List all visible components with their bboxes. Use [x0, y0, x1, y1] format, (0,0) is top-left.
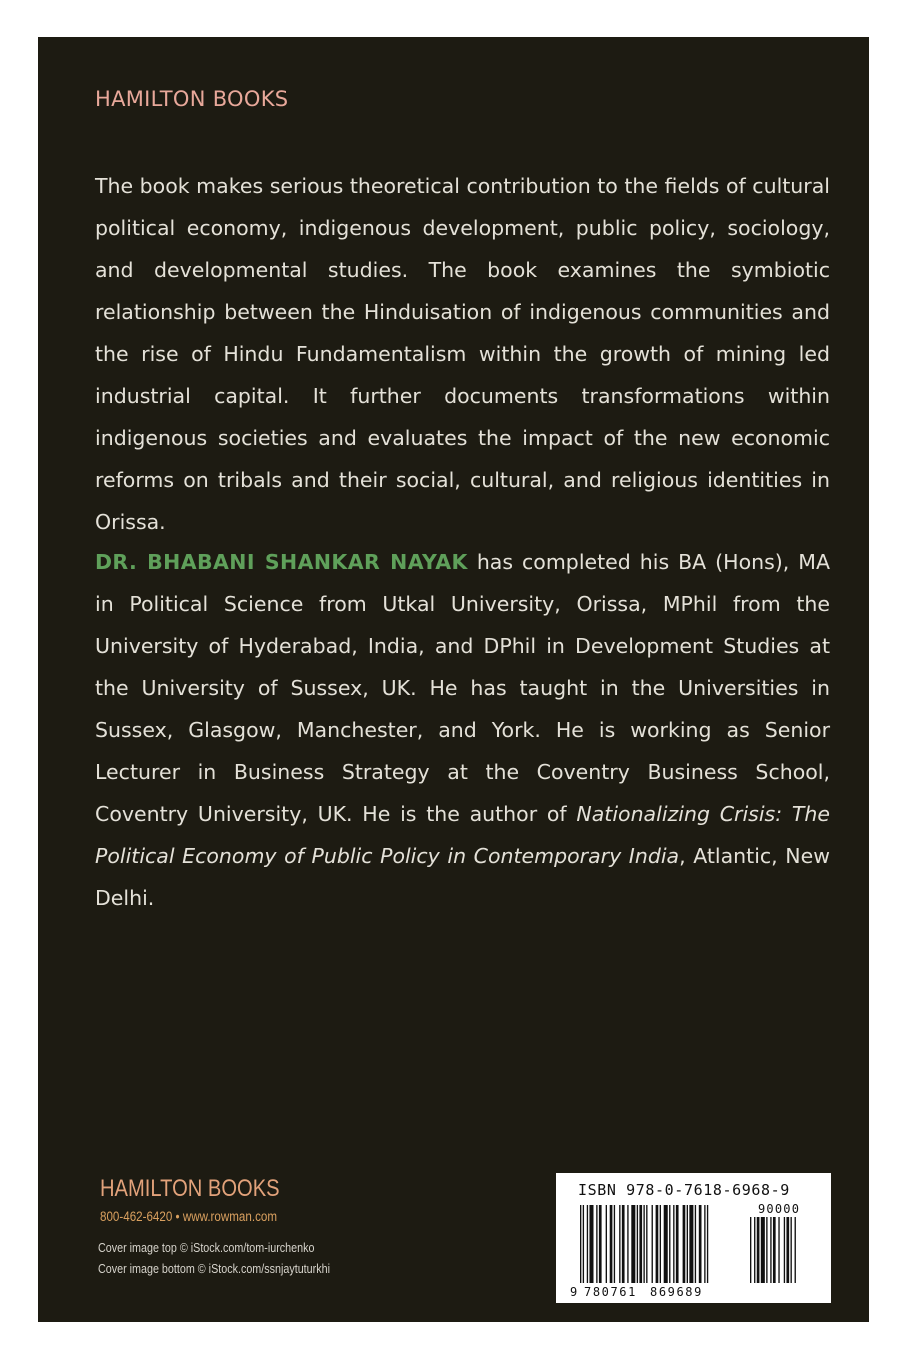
isbn-label: ISBN 978-0-7618-6968-9 [578, 1181, 790, 1199]
barcode-bar [599, 1205, 602, 1283]
barcode-bars [580, 1205, 796, 1283]
author-bio-text: has completed his BA (Hons), MA in Political Science from Utkal University, Orissa, MPhil from the University of Hyderabad, India, and DPhil in Development Studies at the University of Sussex, UK. He has taught in the Universities in Sussex, Glasgow, Manchester, and York. He is working as Senior Lecturer in Business Strategy at the Coventry Business School, Coventry University, UK. He is the author of [95, 550, 830, 826]
author-book-title: Nationalizing Crisis: The Political Economy of Public Policy in Contemporary India [95, 802, 830, 868]
barcode-bar [639, 1205, 642, 1283]
author-bio-end: , Atlantic, New Delhi. [95, 844, 830, 910]
barcode-bar [596, 1205, 597, 1283]
barcode-bar [656, 1205, 659, 1283]
barcode-bar [646, 1205, 647, 1283]
barcode-addon-bar [757, 1217, 760, 1283]
author-bio [95, 541, 830, 919]
barcode-bar [664, 1205, 668, 1283]
barcode-bar [622, 1205, 625, 1283]
barcode-addon-bar [750, 1217, 751, 1283]
ean-digits-right: 869689 [650, 1285, 703, 1299]
barcode-bar [587, 1205, 588, 1283]
publisher-name-top: HAMILTON BOOKS [95, 87, 289, 111]
barcode-addon-bar [795, 1217, 796, 1283]
back-cover [38, 37, 869, 1322]
barcode-bar [683, 1205, 686, 1283]
barcode-bar [627, 1205, 628, 1283]
barcode-bar [660, 1205, 661, 1283]
isbn-barcode [556, 1173, 831, 1303]
barcode-bar [589, 1205, 593, 1283]
barcode-bar [619, 1205, 620, 1283]
barcode-bar [580, 1205, 581, 1283]
barcode-addon-bar [786, 1217, 789, 1283]
barcode-addon-bar [784, 1217, 785, 1283]
publisher-name-bottom: HAMILTON BOOKS [100, 1175, 280, 1202]
barcode-addon-bar [778, 1217, 779, 1283]
barcode-bar [689, 1205, 693, 1283]
barcode-bar [614, 1205, 615, 1283]
ean-digits-left: 780761 [584, 1285, 637, 1299]
cover-credit-top: Cover image top © iStock.com/tom-iurchenko [98, 1241, 315, 1255]
barcode-bar [631, 1205, 635, 1283]
barcode-addon-bar [766, 1217, 767, 1283]
barcode-graphic [568, 1203, 820, 1299]
book-description: The book makes serious theoretical contribution to the fields of cultural political economy, indigenous development, public policy, sociology, and developmental studies. The book examines the symbiotic relationship between the Hinduisation of indigenous communities and the rise of Hindu Fundamentalism within the growth of mining led industrial capital. It further documents transformations within indigenous societies and evaluates the impact of the new economic reforms on tribals and their social, cultural, and religious identities in Orissa. [95, 174, 830, 534]
barcode-addon-bar [770, 1217, 771, 1283]
price-code: 90000 [758, 1203, 801, 1216]
cover-credit-bottom: Cover image bottom © iStock.com/ssnjaytuturkhi [98, 1262, 330, 1276]
barcode-bar [637, 1205, 638, 1283]
barcode-bar [673, 1205, 674, 1283]
publisher-contact: 800-462-6420 • www.rowman.com [100, 1209, 278, 1224]
barcode-bar [583, 1205, 584, 1283]
author-name: DR. BHABANI SHANKAR NAYAK [95, 550, 468, 574]
barcode-bar [676, 1205, 679, 1283]
barcode-bar [652, 1205, 653, 1283]
barcode-bar [669, 1205, 670, 1283]
barcode-bar [610, 1205, 613, 1283]
barcode-addon-bar [791, 1217, 792, 1283]
barcode-addon-bar [761, 1217, 765, 1283]
ean-digit-first: 9 [570, 1285, 578, 1299]
barcode-bar [687, 1205, 688, 1283]
barcode-bar [704, 1205, 705, 1283]
barcode-addon-bar [773, 1217, 776, 1283]
barcode-bar [606, 1205, 607, 1283]
barcode-bar [643, 1205, 644, 1283]
barcode-bar [707, 1205, 708, 1283]
barcode-bar [695, 1205, 696, 1283]
barcode-addon-bar [754, 1217, 755, 1283]
barcode-bar [699, 1205, 702, 1283]
